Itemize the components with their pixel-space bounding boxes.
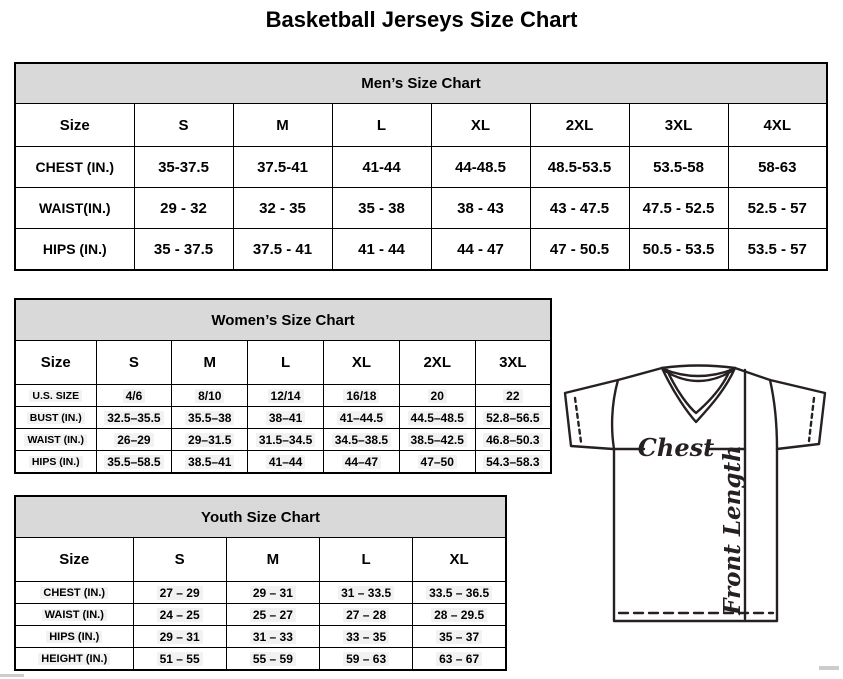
womens-size-table [14, 298, 552, 474]
size-cell: 41-44 [332, 147, 431, 188]
size-cell: 41 - 44 [332, 229, 431, 271]
right-sleeve-stitch-line [809, 398, 814, 441]
table-row [15, 385, 551, 407]
column-header: M [233, 104, 332, 147]
womens-section-title: Women’s Size Chart [15, 299, 551, 341]
left-sleeve-stitch-line [575, 398, 581, 442]
size-cell: 33.5 – 36.5 [413, 582, 506, 604]
size-cell: 31 – 33.5 [320, 582, 413, 604]
size-cell: 59 – 63 [320, 648, 413, 671]
column-header: Size [15, 341, 96, 385]
column-header: S [134, 104, 233, 147]
size-cell: 47 - 50.5 [530, 229, 629, 271]
jersey-body-outline [614, 449, 777, 621]
table-row [15, 229, 827, 271]
size-cell: 52.5 - 57 [728, 188, 827, 229]
table-row [15, 582, 506, 604]
size-cell: 29–31.5 [172, 429, 248, 451]
size-cell: 28 – 29.5 [413, 604, 506, 626]
size-cell: 38.5–42.5 [399, 429, 475, 451]
jersey-collar-top [662, 366, 735, 369]
row-label: HIPS (IN.) [15, 229, 134, 271]
column-header: Size [15, 104, 134, 147]
column-header: L [332, 104, 431, 147]
row-label: HIPS (IN.) [15, 626, 133, 648]
column-header: S [96, 341, 172, 385]
table-row [15, 407, 551, 429]
size-cell: 48.5-53.5 [530, 147, 629, 188]
size-cell: 35.5–58.5 [96, 451, 172, 474]
column-header: 4XL [728, 104, 827, 147]
size-cell: 38–41 [248, 407, 324, 429]
size-cell: 43 - 47.5 [530, 188, 629, 229]
jersey-right-seam [770, 380, 777, 449]
column-header: XL [323, 341, 399, 385]
column-header: 3XL [629, 104, 728, 147]
size-cell: 41–44.5 [323, 407, 399, 429]
size-cell: 35-37.5 [134, 147, 233, 188]
size-cell: 35.5–38 [172, 407, 248, 429]
row-label: U.S. SIZE [15, 385, 96, 407]
size-cell: 29 – 31 [226, 582, 319, 604]
mens-size-table [14, 62, 828, 271]
youth-size-table [14, 495, 507, 671]
column-header: S [133, 538, 226, 582]
column-header: L [248, 341, 324, 385]
size-cell: 29 – 31 [133, 626, 226, 648]
column-header: M [172, 341, 248, 385]
size-cell: 44.5–48.5 [399, 407, 475, 429]
size-cell: 33 – 35 [320, 626, 413, 648]
size-cell: 31.5–34.5 [248, 429, 324, 451]
row-label: WAIST (IN.) [15, 429, 96, 451]
column-header: 3XL [475, 341, 551, 385]
size-cell: 44-48.5 [431, 147, 530, 188]
mens-section-title: Men’s Size Chart [15, 63, 827, 104]
table-row [15, 188, 827, 229]
size-cell: 34.5–38.5 [323, 429, 399, 451]
column-header: 2XL [530, 104, 629, 147]
size-cell: 35 - 38 [332, 188, 431, 229]
row-label: WAIST (IN.) [15, 604, 133, 626]
column-header: M [226, 538, 319, 582]
youth-section-title: Youth Size Chart [15, 496, 506, 538]
row-label: HIPS (IN.) [15, 451, 96, 474]
jersey-left-seam [612, 380, 618, 449]
column-header: 2XL [399, 341, 475, 385]
table-row [15, 429, 551, 451]
size-cell: 27 – 28 [320, 604, 413, 626]
size-cell: 32 - 35 [233, 188, 332, 229]
size-cell: 46.8–50.3 [475, 429, 551, 451]
size-cell: 38.5–41 [172, 451, 248, 474]
size-cell: 35 - 37.5 [134, 229, 233, 271]
row-label: BUST (IN.) [15, 407, 96, 429]
size-cell: 58-63 [728, 147, 827, 188]
size-cell: 55 – 59 [226, 648, 319, 671]
size-cell: 41–44 [248, 451, 324, 474]
size-cell: 53.5-58 [629, 147, 728, 188]
row-label: CHEST (IN.) [15, 582, 133, 604]
table-row [15, 604, 506, 626]
size-cell: 37.5-41 [233, 147, 332, 188]
size-cell: 32.5–35.5 [96, 407, 172, 429]
size-cell: 26–29 [96, 429, 172, 451]
size-cell: 16/18 [323, 385, 399, 407]
table-row [15, 648, 506, 671]
size-cell: 47.5 - 52.5 [629, 188, 728, 229]
jersey-right-sleeve-outline [735, 368, 825, 449]
size-cell: 8/10 [172, 385, 248, 407]
size-cell: 25 – 27 [226, 604, 319, 626]
size-cell: 4/6 [96, 385, 172, 407]
size-cell: 47–50 [399, 451, 475, 474]
size-cell: 63 – 67 [413, 648, 506, 671]
column-header: XL [413, 538, 506, 582]
size-cell: 27 – 29 [133, 582, 226, 604]
size-cell: 38 - 43 [431, 188, 530, 229]
row-label: WAIST(IN.) [15, 188, 134, 229]
size-cell: 44 - 47 [431, 229, 530, 271]
size-cell: 54.3–58.3 [475, 451, 551, 474]
row-label: CHEST (IN.) [15, 147, 134, 188]
size-cell: 52.8–56.5 [475, 407, 551, 429]
size-cell: 12/14 [248, 385, 324, 407]
front-length-label: Front Length [719, 445, 746, 615]
size-cell: 44–47 [323, 451, 399, 474]
column-header: Size [15, 538, 133, 582]
size-cell: 22 [475, 385, 551, 407]
size-cell: 29 - 32 [134, 188, 233, 229]
chest-label: Chest [637, 433, 715, 462]
size-cell: 37.5 - 41 [233, 229, 332, 271]
size-cell: 31 – 33 [226, 626, 319, 648]
table-row [15, 626, 506, 648]
table-row [15, 451, 551, 474]
jersey-diagram [556, 360, 841, 665]
page-title: Basketball Jerseys Size Chart [265, 7, 578, 32]
size-cell: 50.5 - 53.5 [629, 229, 728, 271]
size-cell: 20 [399, 385, 475, 407]
size-cell: 35 – 37 [413, 626, 506, 648]
column-header: XL [431, 104, 530, 147]
row-label: HEIGHT (IN.) [15, 648, 133, 671]
scrollbar-fragment-right[interactable] [819, 666, 839, 670]
scrollbar-fragment-left[interactable] [0, 674, 24, 677]
size-cell: 24 – 25 [133, 604, 226, 626]
size-cell: 51 – 55 [133, 648, 226, 671]
column-header: L [320, 538, 413, 582]
table-row [15, 147, 827, 188]
size-cell: 53.5 - 57 [728, 229, 827, 271]
